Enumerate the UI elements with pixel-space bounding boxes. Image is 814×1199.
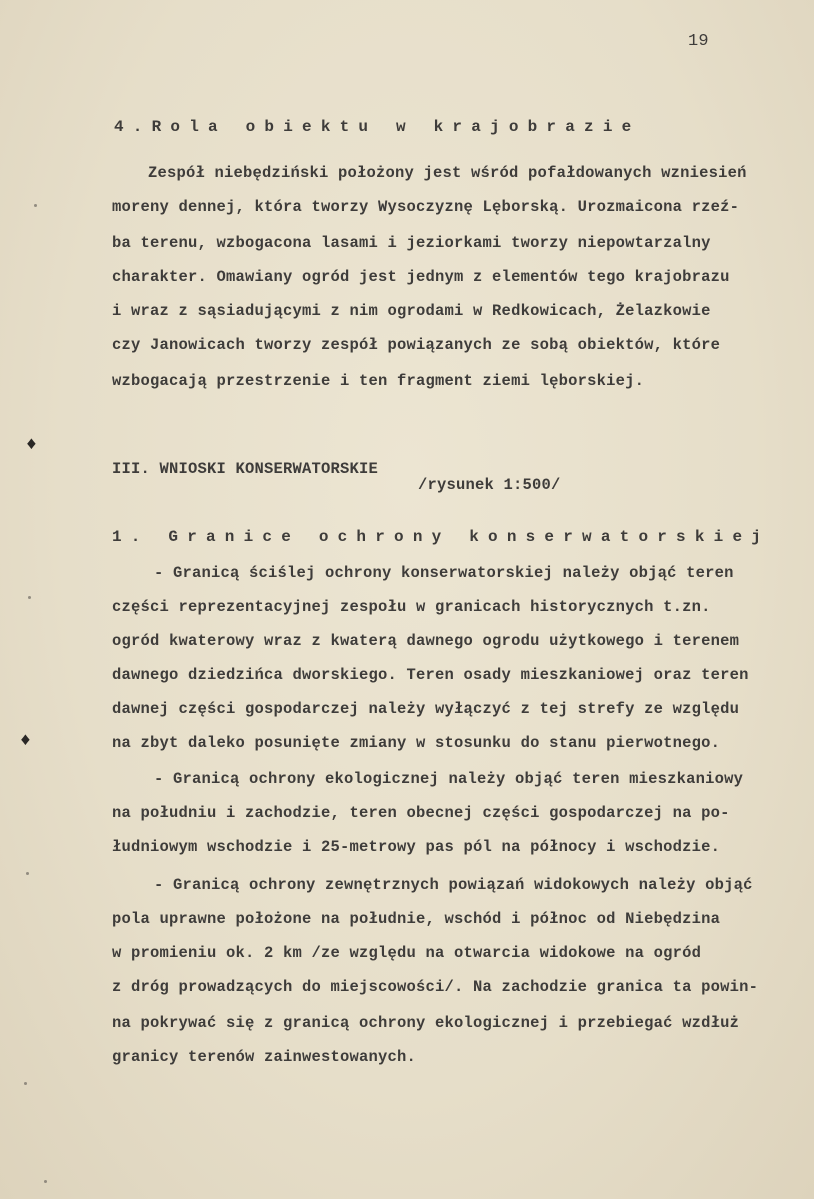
subsection-1-line: ogród kwaterowy wraz z kwaterą dawnego ogrodu użytkowego i terenem [112,632,740,650]
subsection-1-line: dawnego dziedzińca dworskiego. Teren osady mieszkaniowej oraz teren [112,666,749,684]
punch-hole-mark: ♦ [26,435,37,455]
subsection-1-line: - Granicą ochrony ekologicznej należy objąć teren mieszkaniowy [154,770,744,788]
section-3-heading: III. WNIOSKI KONSERWATORSKIE [112,460,379,478]
subsection-1-heading: 1. Granice ochrony konserwatorskiej [112,528,771,546]
section-4-line: czy Janowicach tworzy zespół powiązanych ze sobą obiektów, które [112,336,721,354]
subsection-1-line: na zbyt daleko posunięte zmiany w stosunku do stanu pierwotnego. [112,734,721,752]
punch-hole-mark: ♦ [20,731,31,751]
subsection-1-line: w promieniu ok. 2 km /ze względu na otwarcia widokowe na ogród [112,944,702,962]
subsection-1-line: granicy terenów zainwestowanych. [112,1048,417,1066]
subsection-1-line: na południu i zachodzie, teren obecnej części gospodarczej na po- [112,804,730,822]
margin-speck [26,872,29,875]
section-4-line: ba terenu, wzbogacona lasami i jeziorkami tworzy niepowtarzalny [112,234,711,252]
margin-speck [44,1180,47,1183]
page-number: 19 [688,32,709,51]
margin-speck [24,1082,27,1085]
subsection-1-line: łudniowym wschodzie i 25-metrowy pas pól na północy i wschodzie. [112,838,721,856]
section-4-line: charakter. Omawiany ogród jest jednym z elementów tego krajobrazu [112,268,730,286]
margin-speck [28,596,31,599]
subsection-1-line: - Granicą ściślej ochrony konserwatorskiej należy objąć teren [154,564,734,582]
subsection-1-line: dawnej części gospodarczej należy wyłączyć z tej strefy ze względu [112,700,740,718]
section-4-line: Zespół niebędziński położony jest wśród pofałdowanych wzniesień [148,164,747,182]
margin-speck [34,204,37,207]
section-4-line: moreny dennej, która tworzy Wysoczyznę Lęborską. Urozmaicona rzeź- [112,198,740,216]
subsection-1-line: - Granicą ochrony zewnętrznych powiązań widokowych należy objąć [154,876,753,894]
subsection-1-line: części reprezentacyjnej zespołu w granicach historycznych t.zn. [112,598,711,616]
drawing-reference: /rysunek 1:500/ [418,476,561,494]
subsection-1-line: na pokrywać się z granicą ochrony ekologicznej i przebiegać wzdłuż [112,1014,740,1032]
section-4-line: i wraz z sąsiadującymi z nim ogrodami w Redkowicach, Żelazkowie [112,302,711,320]
section-4-line: wzbogacają przestrzenie i ten fragment ziemi lęborskiej. [112,372,645,390]
subsection-1-line: z dróg prowadzących do miejscowości/. Na zachodzie granica ta powin- [112,978,759,996]
subsection-1-line: pola uprawne położone na południe, wschód i północ od Niebędzina [112,910,721,928]
section-4-heading: 4.Rola obiektu w krajobrazie [114,118,641,136]
